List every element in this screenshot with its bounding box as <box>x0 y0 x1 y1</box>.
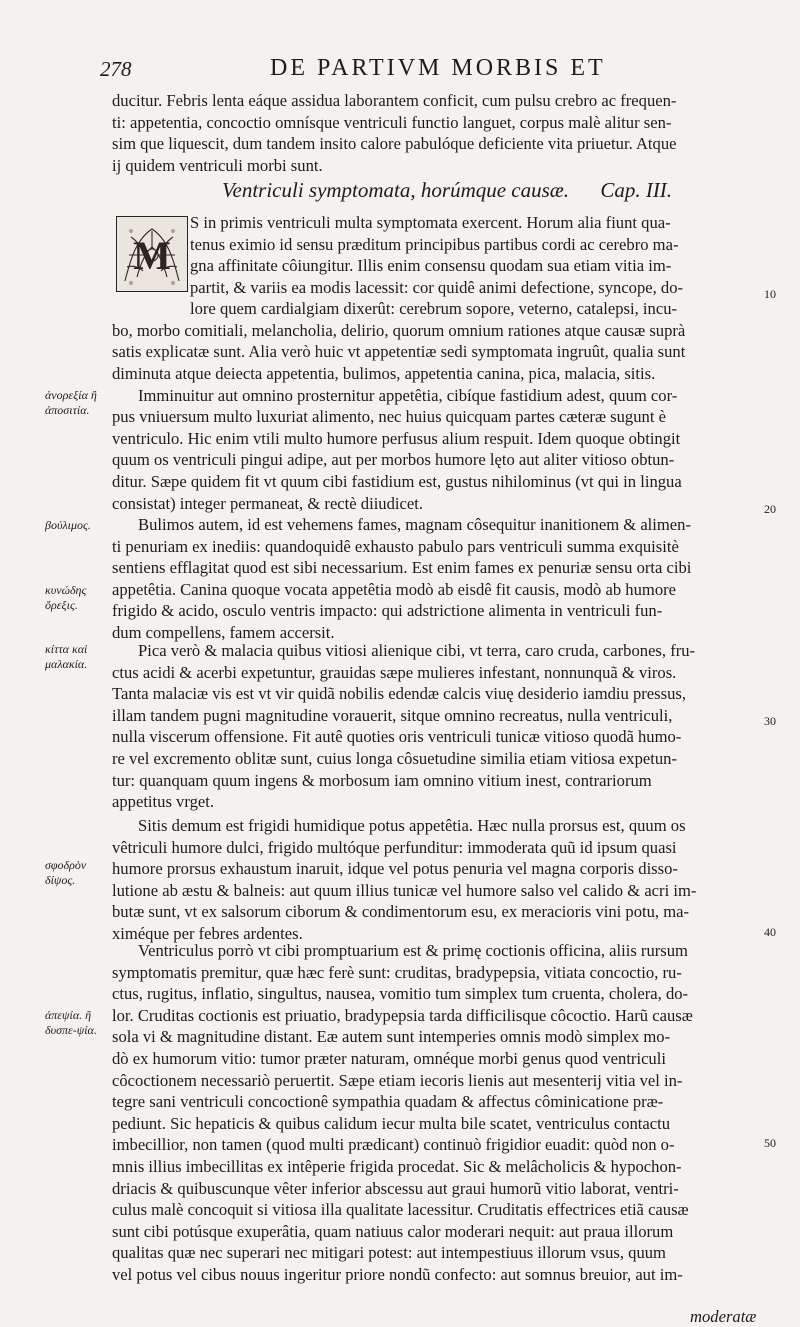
text-line: pediunt. Sic hepaticis & quibus calidum iecur multa bile scatet, ventriculus contactu <box>112 1113 671 1133</box>
text-line: Imminuitur aut omnino prosternitur appetêtia, cibíque fastidium adest, quum cor- <box>138 385 678 405</box>
text-line: driacis & quibuscunque vêter inferior abscessu aut graui humorũ vitio laborat, ventri- <box>112 1178 679 1198</box>
drop-cap-letter: M <box>133 233 171 278</box>
line-number-marker: 50 <box>764 1136 776 1150</box>
page-number: 278 <box>100 57 132 81</box>
line-number-marker: 40 <box>764 925 776 939</box>
text-line: Sitis demum est frigidi humidique potus appetêtia. Hæc nulla prorsus est, quum os <box>138 816 686 835</box>
text-line: côcoctionem necessariò peruertit. Sæpe etiam iecoris lienis aut mesenterij vitia vel in- <box>112 1070 683 1090</box>
text-line: tenus eximio id sensu præditum principibus partibus cordi ac cerebro ma- <box>190 234 679 254</box>
paragraph-bulimos <box>112 514 760 644</box>
paragraph-pica <box>112 640 760 813</box>
text-line: ij quidem ventriculi morbi sunt. <box>112 155 323 175</box>
text-line: tur: quanquam quum ingens & morbosum iam omnino vitium inest, contrariorum <box>112 770 652 790</box>
text-line: ctus, rugitus, inflatio, singultus, nausea, vomitio tum simplex tum cruenta, cholera, do- <box>112 984 689 1004</box>
margin-note-kitta-malakia: κίττα καὶ μαλακία. <box>45 642 88 671</box>
text-line: imbecillior, non tamen (quod multi prædicant) continuò frigidior euadit: quòd non o- <box>112 1135 675 1155</box>
catchword: moderatæ <box>690 1307 757 1326</box>
text-line: re vel excremento oblitæ sunt, cuius longa côsuetudine similia etiam vitiosa expetun- <box>112 748 677 768</box>
line-number-marker: 10 <box>764 287 776 301</box>
paragraph-appetentia <box>112 363 760 514</box>
text-line: Tanta malaciæ vis est vt vir quidã nobilis edendæ calcis viuę desiderio iamdiu pressus, <box>112 684 686 704</box>
text-line: diminuta atque deiecta appetentia, bulimos, appetentia canina, pica, malacia, sitis. <box>112 364 656 383</box>
paragraph-chapter-opening-cont <box>112 298 760 363</box>
paragraph-sitis <box>112 815 760 945</box>
text-line: nulla viscerum offensione. Fit autê quoties oris ventriculi tunicæ vitioso quodã humo- <box>112 727 682 747</box>
text-line: sola vi & magnitudine distant. Eæ autem sunt intemperies omnis modò simplex mo- <box>112 1027 671 1047</box>
margin-note-sphodron-dipsos: σφοδρὸν δίψος. <box>45 858 87 887</box>
text-line: ctus acidi & acerbi expetuntur, grauidas sæpe mulieres infestant, nonnunquã & viros. <box>112 662 677 682</box>
text-line: butæ sunt, vt ex salsorum ciborum & condimentorum esu, ex meracioris vini potu, ma- <box>112 902 689 922</box>
text-line: ventriculo. Hic enim vtili multo humore perfusus alium respuit. Idem quoque obtingit <box>112 428 681 448</box>
text-line: Bulimos autem, id est vehemens fames, magnam côsequitur inanitionem & alimen- <box>138 515 691 534</box>
text-line: vêtriculi humore dulci, frigido multóque perfunditur: immoderata quũ id ipsum quasi <box>112 837 677 857</box>
text-line: appetitus vrget. <box>112 792 215 812</box>
text-line: qualitas quæ nec superari nec mitigari potest: aut intempestiuus illorum vsus, quum <box>112 1243 666 1263</box>
text-line: quum os ventriculi pingui adipe, aut per morbos humore lęto aut aliter vitioso obtun- <box>112 450 675 470</box>
text-line: Ventriculus porrò vt cibi promptuarium est & primę coctionis officina, aliis rursum <box>138 941 688 960</box>
line-number-marker: 20 <box>764 502 776 516</box>
text-line: symptomatis premitur, quæ hæc ferè sunt: cruditas, bradypepsia, vitiata concoctio, ru- <box>112 962 682 982</box>
text-line: gna affinitate côiungitur. Illis enim consensu quodam sua etiam vitia im- <box>190 256 672 276</box>
text-line: appetêtia. Canina quoque vocata appetêtia modò ab eisdê fit causis, modò ab humore <box>112 579 677 599</box>
margin-note-apepsia: ἀπεψία. ἢ δυσπε-ψία. <box>45 1008 97 1037</box>
floral-ornament-icon <box>117 217 187 291</box>
margin-note-kynodes-orexis: κυνώδης ὄρεξις. <box>45 583 87 612</box>
text-line: lor. Cruditas coctionis est priuatio, bradypepsia tarda difficilisque côcoctio. Harũ causæ <box>112 1005 693 1025</box>
text-line: culus malè concoquit si vitiosa illa qualitate lacessitur. Cruditatis effectrices etiã causæ <box>112 1200 689 1220</box>
chapter-title: Ventriculi symptomata, horúmque causæ. <box>222 178 570 202</box>
text-line: S in primis ventriculi multa symptomata exercent. Horum alia fiunt qua- <box>190 213 671 232</box>
text-line: ditur. Sæpe quidem fit vt quum cibi fastidium est, gustus nihilominus (vt qui in lingua <box>112 471 682 491</box>
text-line: ti penuriam ex inediis: quandoquidê exhausto pabulo pars ventriculi summa exquisitè <box>112 536 679 556</box>
paragraph-cruditas <box>112 940 760 1286</box>
margin-note-anorexia: ἀνορεξία ἢ ἀποσιτία. <box>45 388 97 417</box>
text-line: mnis illius imbecillitas ex intêperie frigida procedat. Sic & melâcholicis & hypochon- <box>112 1156 682 1176</box>
text-line: ducitur. Febris lenta eáque assidua laborantem conficit, cum pulsu crebro ac frequen- <box>112 91 677 110</box>
text-line: ximéque per febres ardentes. <box>112 923 303 943</box>
text-line: illam tandem pugni magnitudine vorauerit, sitque omnino recreatus, nulla ventriculi, <box>112 705 673 725</box>
line-number-marker: 30 <box>764 714 776 728</box>
text-line: ti: appetentia, concoctio omnísque ventriculi functio languet, corpus malè alitur sen- <box>112 112 672 132</box>
text-line: pus vniuersum multo luxuriat alimento, nec huius quicquam partes cæteræ sugunt è <box>112 407 666 427</box>
text-line: vel potus vel cibus nouus ingeritur priore nondũ confecto: aut somnus breuior, aut im- <box>112 1264 683 1284</box>
text-line: Pica verò & malacia quibus vitiosi alienique cibi, vt terra, caro cruda, carbones, fru- <box>138 641 696 660</box>
margin-note-boulimos: βούλιμος. <box>45 518 91 532</box>
running-title: DE PARTIVM MORBIS ET <box>270 55 606 81</box>
text-line: lutione ab æstu & balneis: aut quum illius tunicæ vel humore salso vel calido & acri im- <box>112 880 697 900</box>
text-line: partit, & variis ea modis lacessit: cor quidê animi defectione, syncope, do- <box>190 277 684 297</box>
text-line: sim que liquescit, dum tandem insito calore pabulóque deficiente vita priuetur. Atque <box>112 134 677 154</box>
text-line: dum compellens, famem accersit. <box>112 622 335 642</box>
paragraph-intro <box>112 90 760 176</box>
text-line: humore prorsus exhaustum inaruit, idque vel potus penuria vel magna corporis disso- <box>112 859 678 879</box>
text-line: frigido & acido, osculo ventris impacto: qui adstrictione alimenta in ventriculi fun- <box>112 601 663 621</box>
text-line: satis explicatæ sunt. Alia verò huic vt appetentiæ sedi symptomata ingruût, qualia sunt <box>112 342 686 362</box>
page-header <box>100 55 760 85</box>
paragraph-chapter-opening <box>190 212 760 298</box>
drop-cap-ornament <box>116 216 188 292</box>
text-line: consistat) integer permaneat, & rectè diiudicet. <box>112 493 424 513</box>
text-line: tegre sani ventriculi concoctionê sympathia quadam & affectus côminicatione præ- <box>112 1092 664 1112</box>
text-line: bo, morbo comitiali, melancholia, delirio, quorum omnium rationes atque causæ suprà <box>112 320 686 340</box>
text-line: dò ex humorum vitio: tumor præter naturam, omnéque morbi genus quod ventriculi <box>112 1048 666 1068</box>
chapter-heading <box>222 178 702 208</box>
text-line: sentiens efflagitat quod est sibi necessarium. Est enim fames ex penuriæ sensu orta cibi <box>112 558 692 578</box>
chapter-number: Cap. III. <box>600 178 673 202</box>
text-line: lore quem cardialgiam dixerût: cerebrum sopore, veterno, catalepsi, incu- <box>190 299 678 318</box>
text-line: sunt cibi potúsque exuperâtia, quam natiuus calor moderari nequit: aut praua illorum <box>112 1221 674 1241</box>
